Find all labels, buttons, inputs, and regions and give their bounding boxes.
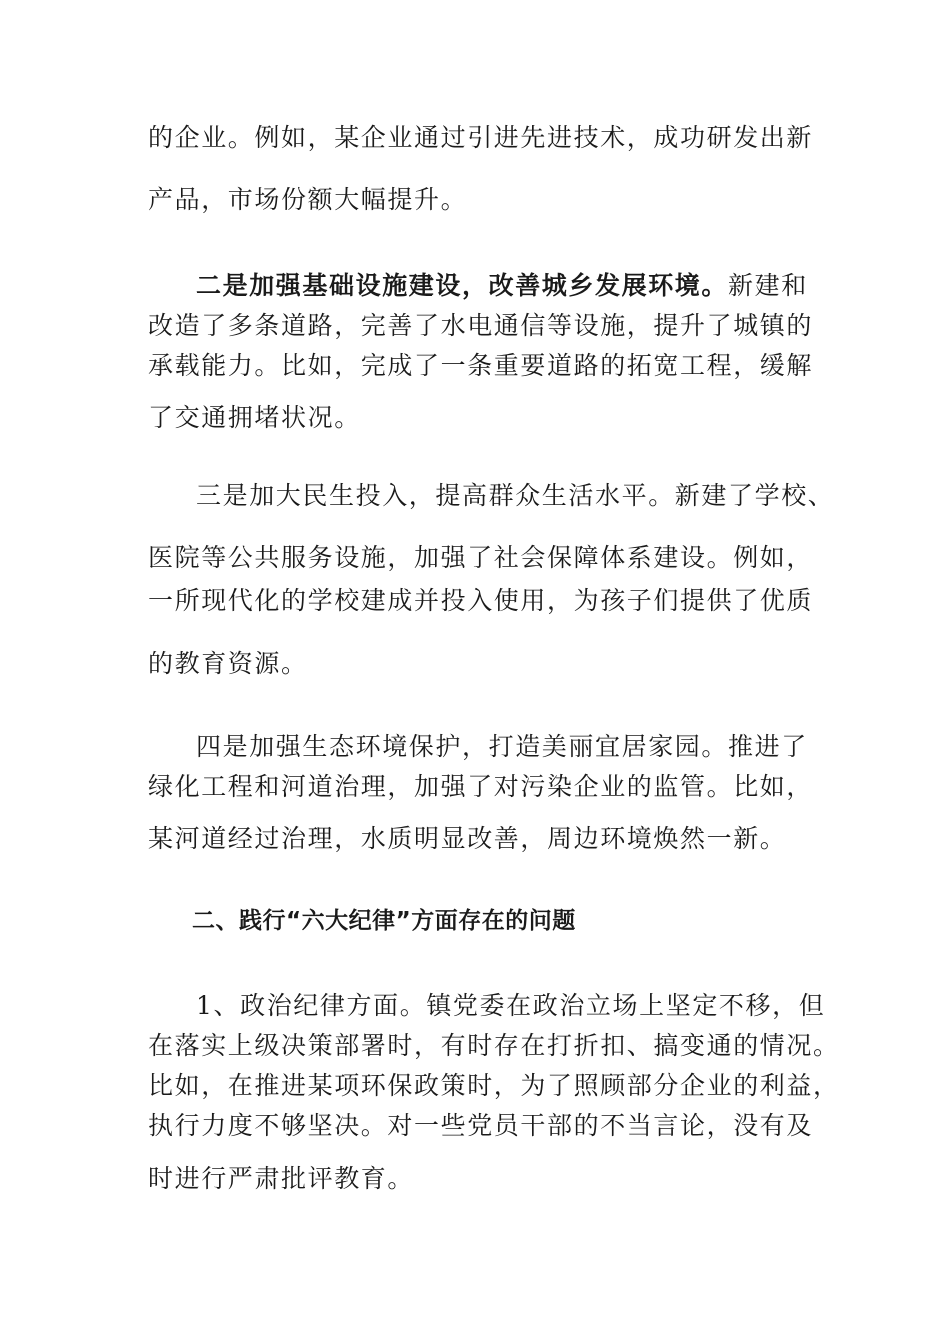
paragraph-5-line-5: 时进行严肃批评教育。 <box>148 1164 415 1193</box>
paragraph-5-line-2: 在落实上级决策部署时，有时存在打折扣、搞变通的情况。 <box>148 1031 840 1060</box>
paragraph-5-lead: 1、政治纪律方面。 <box>196 991 427 1020</box>
paragraph-2-line-1 <box>196 270 808 302</box>
paragraph-5-line-1-rest: 镇党委在政治立场上坚定不移，但 <box>426 991 826 1020</box>
section-heading: 二、践行“六大纪律”方面存在的问题 <box>192 908 576 934</box>
paragraph-3-line-3: 一所现代化的学校建成并投入使用，为孩子们提供了优质 <box>148 586 814 615</box>
paragraph-2-lead: 二是加强基础设施建设，改善城乡发展环境。 <box>196 271 729 300</box>
paragraph-1-line-1: 的企业。例如，某企业通过引进先进技术，成功研发出新 <box>148 123 814 152</box>
paragraph-3-line-2: 医院等公共服务设施，加强了社会保障体系建设。例如， <box>148 543 814 572</box>
paragraph-5-line-1 <box>196 990 825 1022</box>
paragraph-1-line-2: 产品，市场份额大幅提升。 <box>148 185 468 214</box>
paragraph-2-line-3: 承载能力。比如，完成了一条重要道路的拓宽工程，缓解 <box>148 351 814 380</box>
paragraph-2-line-2: 改造了多条道路，完善了水电通信等设施，提升了城镇的 <box>148 311 814 340</box>
paragraph-5-line-4: 执行力度不够坚决。对一些党员干部的不当言论，没有及 <box>148 1111 814 1140</box>
paragraph-4-line-1: 四是加强生态环境保护，打造美丽宜居家园。推进了 <box>196 732 808 761</box>
paragraph-4-line-3: 某河道经过治理，水质明显改善，周边环境焕然一新。 <box>148 824 787 853</box>
paragraph-4-line-2: 绿化工程和河道治理，加强了对污染企业的监管。比如， <box>148 772 814 801</box>
paragraph-5-line-3: 比如，在推进某项环保政策时，为了照顾部分企业的利益， <box>148 1071 840 1100</box>
paragraph-2-line-1-rest: 新建和 <box>728 271 808 300</box>
paragraph-2-line-4: 了交通拥堵状况。 <box>148 403 361 432</box>
paragraph-3-line-4: 的教育资源。 <box>148 649 308 678</box>
paragraph-3-line-1: 三是加大民生投入，提高群众生活水平。新建了学校、 <box>196 481 835 510</box>
